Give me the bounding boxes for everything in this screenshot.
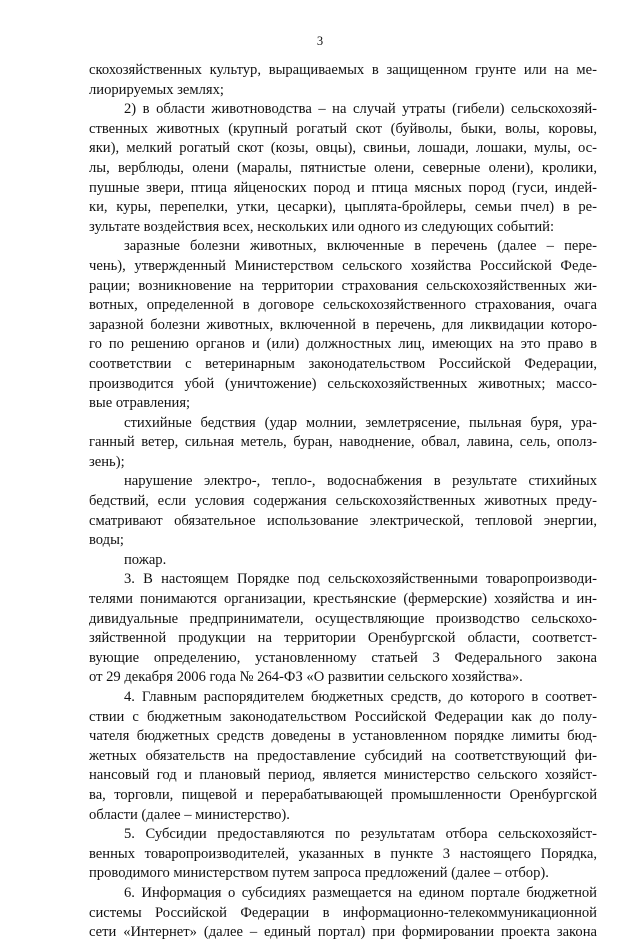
text-line: воды; — [89, 532, 124, 549]
text-line: ганный ветер, сильная метель, буран, наводнение, обвал, лавина, сель, ополз- — [89, 434, 597, 451]
text-line: от 29 декабря 2006 года № 264-ФЗ «О развитии сельского хозяйства». — [89, 669, 523, 686]
text-line: вые отравления; — [89, 395, 191, 412]
text-line: 3. В настоящем Порядке под сельскохозяйственными товаропроизводи- — [124, 571, 597, 588]
page-number: 3 — [316, 34, 324, 48]
text-line: пожар. — [124, 551, 167, 568]
text-line: телями понимаются организации, крестьянские (фермерские) хозяйства и ин- — [89, 591, 597, 608]
text-line: ственных животных (крупный рогатый скот (буйволы, быки, волы, коровы, — [89, 120, 597, 137]
text-line: соответствии с ветеринарным законодательством Российской Федерации, — [89, 355, 597, 372]
text-line: проводимого министерством путем запроса предложений (далее – отбор). — [89, 865, 549, 882]
text-line: лы, верблюды, олени (маралы, пятнистые олени, северные олени), кролики, — [89, 159, 597, 176]
text-line: жетных обязательств на предоставление субсидий на соответствующий фи- — [89, 747, 597, 764]
text-line: 6. Информация о субсидиях размещается на едином портале бюджетной — [124, 884, 597, 901]
text-line: скохозяйственных культур, выращиваемых в защищенном грунте или на ме- — [89, 62, 597, 78]
text-line: зень); — [89, 453, 125, 470]
text-line: рации; возникновение на территории страхования сельскохозяйственных жи- — [89, 277, 597, 294]
text-line: заразные болезни животных, включенные в перечень (далее – пере- — [124, 238, 597, 255]
text-line: бедствий, если условия содержания сельскохозяйственных животных преду- — [89, 493, 597, 510]
text-line: яки), мелкий рогатый скот (козы, овцы), свиньи, лошади, лошаки, мулы, ос- — [89, 140, 597, 157]
text-line: системы Российской Федерации в информационно-телекоммуникационной — [89, 904, 597, 921]
text-line: вотных, определенной в договоре сельскохозяйственного страхования, очага — [89, 297, 597, 314]
text-line: нансовый год и плановый период, является министерство сельского хозяйст- — [89, 767, 597, 784]
text-line: стихийные бедствия (удар молнии, землетрясение, пыльная буря, ура- — [124, 414, 597, 431]
text-line: зяйственной продукции на территории Оренбургской области, соответст- — [89, 630, 597, 647]
text-line: чень), утвержденный Министерством сельского хозяйства Российской Феде- — [89, 257, 597, 274]
text-line: вующие определению, установленному статьей 3 Федерального закона — [89, 649, 597, 666]
text-line: ки, куры, перепелки, утки, цесарки), цыплята-бройлеры, семьи пчел) в ре- — [89, 199, 597, 216]
text-line: производится убой (уничтожение) сельскохозяйственных животных; массо- — [89, 375, 597, 392]
text-line: пушные звери, птица яйценоских пород и птица мясных пород (гуси, индей- — [89, 179, 597, 196]
text-line: области (далее – министерство). — [89, 806, 290, 823]
text-line: 5. Субсидии предоставляются по результатам отбора сельскохозяйст- — [124, 826, 597, 843]
text-line: нарушение электро-, тепло-, водоснабжения в результате стихийных — [124, 473, 597, 490]
text-line: дивидуальные предприниматели, осуществляющие производство сельскохо- — [89, 610, 597, 627]
text-line: 2) в области животноводства – на случай утраты (гибели) сельскохозяй- — [124, 101, 597, 118]
text-line: чателя бюджетных средств доведены в установленном порядке лимиты бюд- — [89, 728, 597, 745]
text-line: заразной болезни животных, включенной в перечень, для ликвидации которо- — [89, 316, 597, 333]
body-text — [89, 61, 597, 943]
text-line: го по решению органов и (или) должностных лиц, имеющих на это право в — [89, 336, 597, 353]
text-line: сматривают обязательное использование электрической, тепловой энергии, — [89, 512, 597, 529]
text-line: лиорируемых землях; — [89, 81, 224, 98]
text-line: венных товаропроизводителей, указанных в пункте 3 настоящего Порядка, — [89, 845, 597, 862]
text-line: 4. Главным распорядителем бюджетных средств, до которого в соответ- — [124, 689, 597, 705]
text-line: зультате воздействия всех, нескольких или одного из следующих событий: — [89, 218, 555, 235]
text-line: ствии с бюджетным законодательством Российской Федерации как до полу- — [89, 708, 597, 725]
text-line: ва, торговли, пищевой и перерабатывающей промышленности Оренбургской — [89, 786, 597, 803]
text-line: сети «Интернет» (далее – единый портал) при формировании проекта закона — [89, 924, 597, 941]
